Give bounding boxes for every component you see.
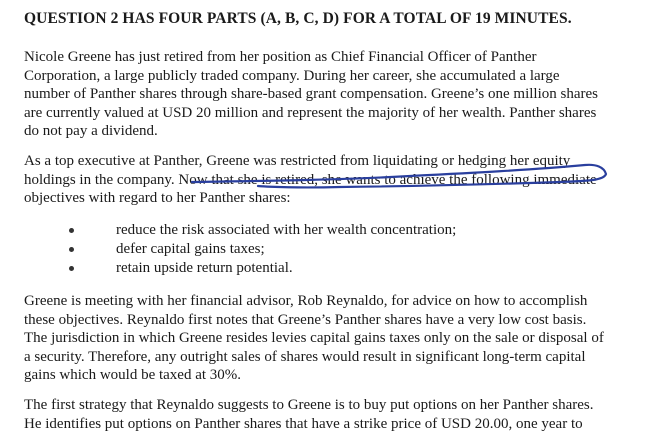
bullet-icon: [69, 247, 74, 252]
text-line: do not pay a dividend.: [24, 122, 644, 141]
objectives-list: [68, 221, 456, 278]
paragraph-advisor: [24, 292, 644, 385]
paragraph-objectives-intro: [24, 152, 644, 208]
bullet-icon: [69, 266, 74, 271]
text-line: As a top executive at Panther, Greene was restricted from liquidating or hedging her equity: [24, 152, 644, 171]
text-line: Nicole Greene has just retired from her position as Chief Financial Officer of Panther: [24, 48, 644, 67]
paragraph-strategy: [24, 396, 644, 433]
text-line: He identifies put options on Panther shares that have a strike price of USD 20.00, one year to: [24, 415, 644, 433]
text-line: a security. Therefore, any outright sales of shares would result in significant long-term capital: [24, 348, 644, 367]
question-heading: QUESTION 2 HAS FOUR PARTS (A, B, C, D) FOR A TOTAL OF 19 MINUTES.: [24, 10, 572, 28]
text-line: objectives with regard to her Panther shares:: [24, 189, 644, 208]
text-line: these objectives. Reynaldo first notes that Greene’s Panther shares have a very low cost basis.: [24, 311, 644, 330]
bullet-icon: [69, 228, 74, 233]
objective-text: defer capital gains taxes;: [116, 241, 265, 257]
objective-text: retain upside return potential.: [116, 260, 293, 276]
text-line: gains which would be taxed at 30%.: [24, 366, 644, 385]
text-line: are currently valued at USD 20 million and represent the majority of her wealth. Panther shares: [24, 104, 644, 123]
text-line: Greene is meeting with her financial advisor, Rob Reynaldo, for advice on how to accomplish: [24, 292, 644, 311]
list-item: [68, 259, 456, 278]
text-line: The first strategy that Reynaldo suggests to Greene is to buy put options on her Panther shares.: [24, 396, 644, 415]
list-item: [68, 221, 456, 240]
text-line: holdings in the company. Now that she is retired, she wants to achieve the following immediate: [24, 171, 644, 190]
paragraph-background: [24, 48, 644, 141]
text-line: The jurisdiction in which Greene resides levies capital gains taxes only on the sale or disposal of: [24, 329, 644, 348]
text-line: Corporation, a large publicly traded company. During her career, she accumulated a large: [24, 67, 644, 86]
objective-text: reduce the risk associated with her wealth concentration;: [116, 222, 456, 238]
text-line: number of Panther shares through share-based grant compensation. Greene’s one million shares: [24, 85, 644, 104]
list-item: [68, 240, 456, 259]
